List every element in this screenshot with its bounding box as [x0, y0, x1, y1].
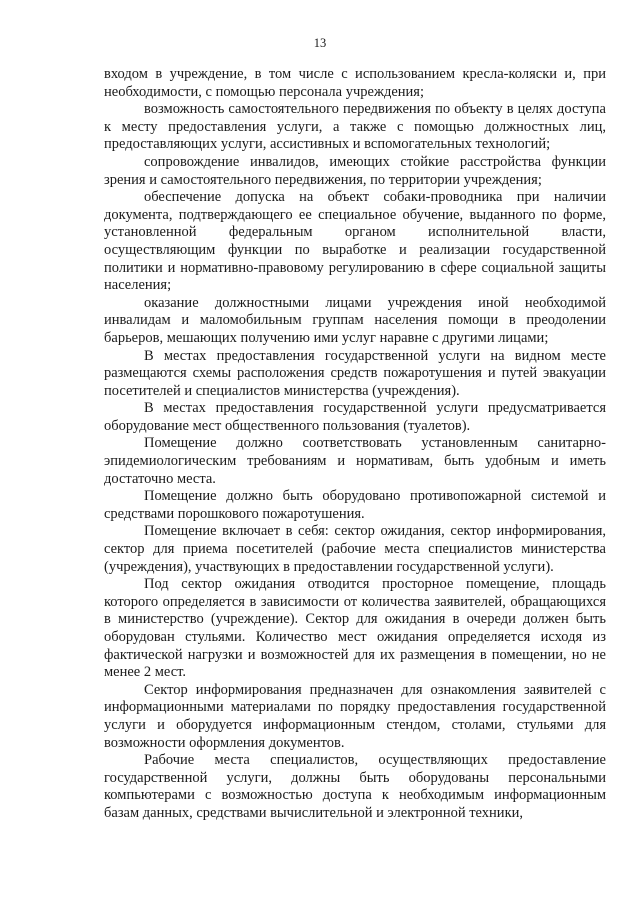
paragraph: Под сектор ожидания отводится просторное помещение, площадь которого определяется в зависимости от количества заявителей, обращающихся в министерство (учреждение). Сектор для ожидания в очереди должен быть оборудован стульями. Количество мест ожидания определяется исходя из фактической нагрузки и возможностей для их размещения в помещении, но не менее 2 мест. [104, 576, 606, 681]
paragraph: Рабочие места специалистов, осуществляющих предоставление государственной услуги, должны быть оборудованы персональными компьютерами с возможностью доступа к необходимым информационным базам данных, средствами вычислительной и электронной техники, [104, 752, 606, 821]
paragraph: входом в учреждение, в том числе с использованием кресла-коляски и, при необходимости, с помощью персонала учреждения; [104, 66, 606, 100]
paragraph: Сектор информирования предназначен для ознакомления заявителей с информационными материалами по порядку предоставления государственной услуги и оборудуется информационным стендом, столами, стульями для возможности оформления документов. [104, 681, 606, 751]
body-text [104, 66, 606, 823]
paragraph: Помещение включает в себя: сектор ожидания, сектор информирования, сектор для приема посетителей (рабочие места специалистов министерства (учреждения), участвующих в предоставлении государственной услуги). [104, 523, 606, 575]
paragraph: В местах предоставления государственной услуги предусматривается оборудование мест общественного пользования (туалетов). [104, 400, 606, 434]
page-number: 13 [313, 36, 327, 50]
paragraph: Помещение должно быть оборудовано противопожарной системой и средствами порошкового пожаротушения. [104, 488, 606, 522]
paragraph: Помещение должно соответствовать установленным санитарно-эпидемиологическим требованиям и нормативам, быть удобным и иметь достаточно места. [104, 435, 606, 487]
paragraph: возможность самостоятельного передвижения по объекту в целях доступа к месту предоставления услуги, а также с помощью должностных лиц, предоставляющих услуги, ассистивных и вспомогательных технологий; [104, 101, 606, 153]
paragraph: оказание должностными лицами учреждения иной необходимой инвалидам и маломобильным группам населения помощи в преодолении барьеров, мешающих получению ими услуг наравне с другими лицами; [104, 294, 606, 346]
paragraph: В местах предоставления государственной услуги на видном месте размещаются схемы расположения средств пожаротушения и путей эвакуации посетителей и специалистов министерства (учреждения). [104, 347, 606, 399]
paragraph: сопровождение инвалидов, имеющих стойкие расстройства функции зрения и самостоятельного передвижения, по территории учреждения; [104, 153, 606, 188]
paragraph: обеспечение допуска на объект собаки-проводника при наличии документа, подтверждающего ее специальное обучение, выданного по форме, установленной федеральным органом исполнительной власти, осуществляющим функции по выработке и реализации государственной политики и нормативно-правовому регулированию в сфере социальной защиты населения; [104, 189, 606, 294]
